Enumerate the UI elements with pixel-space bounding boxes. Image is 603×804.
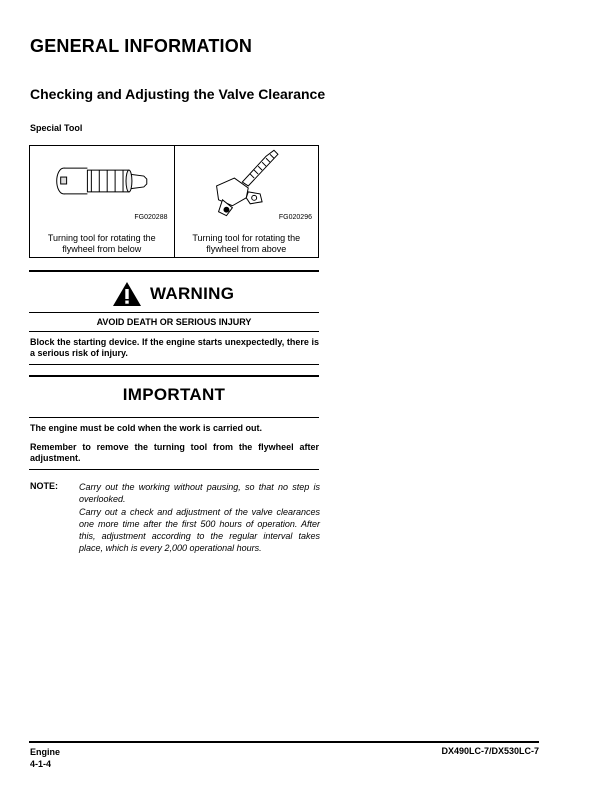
caption-line: Turning tool for rotating the bbox=[192, 233, 301, 243]
footer-left bbox=[30, 746, 60, 770]
footer-model: DX490LC-7/DX530LC-7 bbox=[441, 746, 539, 756]
note-label: NOTE: bbox=[30, 481, 58, 491]
tool-cell-above bbox=[174, 146, 319, 257]
tool-caption bbox=[179, 233, 315, 255]
turning-tool-above-illustration bbox=[175, 146, 319, 218]
figure-code: FG020296 bbox=[278, 214, 312, 221]
caption-line: flywheel from below bbox=[62, 244, 142, 254]
section-title: GENERAL INFORMATION bbox=[30, 36, 253, 56]
note-paragraph: Carry out a check and adjustment of the valve clearances one more time after the first 500 hours of operation. After this, adjustment according to the regular interval takes place, which is every 2,000 operational hours. bbox=[79, 506, 320, 554]
tool-cell-below bbox=[30, 146, 174, 257]
important-bottom-rule bbox=[29, 469, 319, 470]
footer-rule bbox=[29, 741, 539, 743]
figure-code: FG020288 bbox=[134, 214, 168, 221]
important-title: IMPORTANT bbox=[122, 385, 226, 404]
warning-text: Block the starting device. If the engine starts unexpectedly, there is a serious risk of injury. bbox=[30, 337, 319, 358]
important-top-rule bbox=[29, 375, 319, 377]
warning-header bbox=[112, 280, 234, 308]
turning-tool-below-illustration bbox=[30, 146, 174, 218]
tool-caption bbox=[34, 233, 170, 255]
warning-title: WARNING bbox=[150, 284, 235, 303]
warning-subheading: AVOID DEATH OR SERIOUS INJURY bbox=[96, 317, 252, 327]
warning-subheading-rule bbox=[29, 331, 319, 332]
footer-page-number: 4-1-4 bbox=[30, 759, 52, 769]
important-paragraph: Remember to remove the turning tool from the flywheel after adjustment. bbox=[30, 442, 319, 463]
footer-section: Engine bbox=[30, 747, 61, 757]
note-paragraph: Carry out the working without pausing, so that no step is overlooked. bbox=[79, 482, 320, 505]
warning-bottom-rule bbox=[29, 364, 319, 365]
caption-line: flywheel from above bbox=[206, 244, 287, 254]
special-tool-table bbox=[29, 145, 319, 258]
warning-divider bbox=[29, 312, 319, 313]
warning-triangle-icon bbox=[112, 281, 142, 307]
note-body bbox=[79, 481, 320, 555]
special-tool-heading: Special Tool bbox=[30, 123, 83, 133]
warning-top-rule bbox=[29, 270, 319, 272]
caption-line: Turning tool for rotating the bbox=[47, 233, 156, 243]
important-paragraph: The engine must be cold when the work is carried out. bbox=[30, 423, 263, 433]
subsection-title: Checking and Adjusting the Valve Clearance bbox=[30, 86, 326, 102]
important-divider bbox=[29, 417, 319, 418]
